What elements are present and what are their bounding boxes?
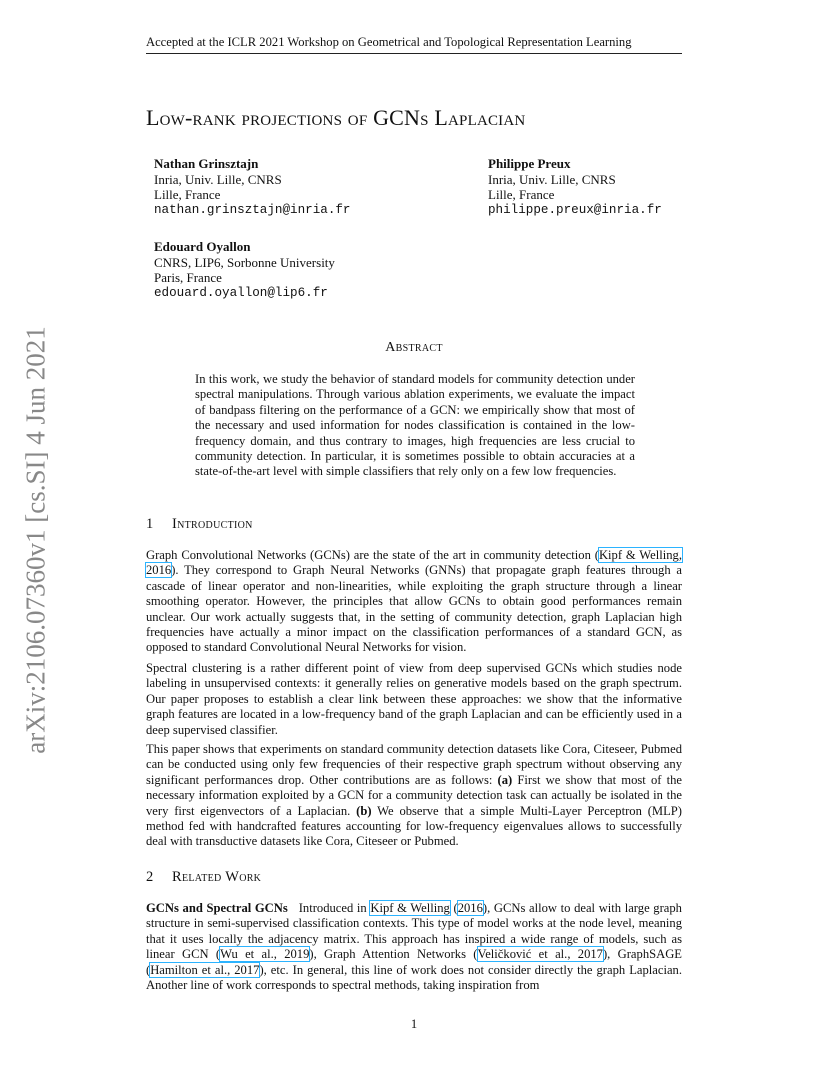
contribution-label: (a)	[497, 772, 513, 787]
intro-paragraph-2: Spectral clustering is a rather different point of view from deep supervised GCNs which studies node labeling in unsupervised contexts: it generally relies on generative models based on the graph spectrum. Our paper proposes to establish a clear link between these approaches: we show that the informative graph features are located in a low-frequency band of the graph Laplacian and can be efficiently used in a deep supervised classifier.	[146, 661, 682, 737]
paragraph-text: (	[449, 901, 458, 915]
author-block-3	[154, 239, 335, 301]
abstract-text: In this work, we study the behavior of standard models for community detection under spectral manipulations. Through various ablation experiments, we evaluate the impact of bandpass filtering on the performance of a GCN: we empirically show that most of the necessary and used information for nodes classification is contained in the low-frequency domain, and thus contrary to images, high frequencies are less crucial to community detection. In particular, it is sometimes possible to obtain accuracies at a state-of-the-art level with simple classifiers that rely only on a few low frequencies.	[195, 372, 635, 479]
paragraph-text: Introduced in	[298, 901, 371, 915]
author-block-2	[488, 156, 662, 218]
abstract-heading: Abstract	[385, 340, 443, 355]
author-location: Lille, France	[488, 187, 555, 202]
author-name: Philippe Preux	[488, 156, 571, 171]
paragraph-text: ), etc. In general, this line of work does not consider directly the graph Laplacian. Another line of work corresponds to spectral methods, taking inspiration from	[146, 962, 682, 993]
running-header: Accepted at the ICLR 2021 Workshop on Geometrical and Topological Representation Learning	[146, 35, 682, 54]
citation-link[interactable]: 2016	[457, 901, 483, 915]
paragraph-text: Graph Convolutional Networks (GCNs) are the state of the art in community detection (	[146, 548, 599, 562]
intro-paragraph-3	[146, 742, 682, 850]
citation-link[interactable]: Kipf & Welling, 2016	[146, 548, 682, 578]
author-affiliation: Inria, Univ. Lille, CNRS	[488, 171, 616, 187]
author-email[interactable]: nathan.grinsztajn@inria.fr	[154, 202, 351, 217]
author-affiliation: Inria, Univ. Lille, CNRS	[154, 171, 282, 187]
paragraph-runin-heading: GCNs and Spectral GCNs	[146, 901, 288, 915]
author-email[interactable]: edouard.oyallon@lip6.fr	[154, 285, 328, 300]
citation-link[interactable]: Wu et al., 2019	[220, 947, 310, 962]
author-name: Edouard Oyallon	[154, 239, 251, 254]
paper-title: Low-rank projections of GCNs Laplacian	[146, 105, 526, 130]
related-work-paragraph	[146, 901, 682, 993]
paragraph-text: ), Graph Attention Networks (	[309, 947, 478, 962]
paragraph-text: ), GCNs allow to deal with large graph structure in semi-supervised classification contexts. This type of model works at the node level, meaning that it uses locally the adjacency matrix. This approach has inspired a wide range of models, such as linear GCN (	[146, 901, 682, 962]
author-location: Paris, France	[154, 270, 222, 285]
author-name: Nathan Grinsztajn	[154, 156, 259, 171]
page-number: 1	[410, 1017, 418, 1031]
paragraph-text: ), GraphSAGE (	[146, 947, 683, 977]
paragraph-text: We observe that a simple Multi-Layer Perceptron (MLP) method fed with handcrafted features accounting for low-frequency eigenvalues allows to successfully deal with transductive datasets like Cora, Citeseer or Pubmed.	[146, 803, 682, 849]
intro-paragraph-1	[146, 548, 682, 656]
section-title: Related Work	[172, 869, 262, 885]
author-affiliation: CNRS, LIP6, Sorbonne University	[154, 254, 335, 270]
citation-link[interactable]: Kipf & Welling	[370, 901, 450, 915]
section-heading-introduction	[146, 516, 253, 533]
arxiv-sidebar	[22, 314, 50, 766]
section-heading-related-work	[146, 869, 261, 886]
section-number: 1	[146, 516, 154, 532]
citation-link[interactable]: Hamilton et al., 2017	[150, 962, 260, 977]
citation-link[interactable]: Veličković et al., 2017	[477, 947, 603, 962]
section-number: 2	[146, 869, 154, 885]
author-email[interactable]: philippe.preux@inria.fr	[488, 202, 662, 217]
contribution-label: (b)	[356, 803, 372, 818]
paragraph-text: ). They correspond to Graph Neural Networks (GNNs) that propagate graph features through a cascade of linear operator and non-linearities, while exploiting the graph structure through a linear smoothing operator. However, the principles that allow GCNs to obtain good performances remain unclear. Our work actually suggests that, in the setting of community detection, graph Laplacian high frequencies have actually a minor impact on the classification performances of a standard GCN, as opposed to standard Convolutional Neural Networks for vision.	[146, 563, 682, 655]
arxiv-identifier: arXiv:2106.07360v1 [cs.SI] 4 Jun 2021	[20, 326, 51, 754]
paragraph-text: First we show that most of the necessary information exploited by a GCN for a community detection task can actually be isolated in the very first eigenvectors of a Laplacian.	[146, 772, 682, 818]
author-location: Lille, France	[154, 187, 221, 202]
author-block-1	[154, 156, 351, 218]
section-title: Introduction	[172, 516, 253, 532]
paragraph-text: This paper shows that experiments on standard community detection datasets like Cora, Citeseer, Pubmed can be conducted using only few frequencies of their respective graph spectrum without observing any significant performances drop. Other contributions are as follows:	[146, 742, 682, 787]
